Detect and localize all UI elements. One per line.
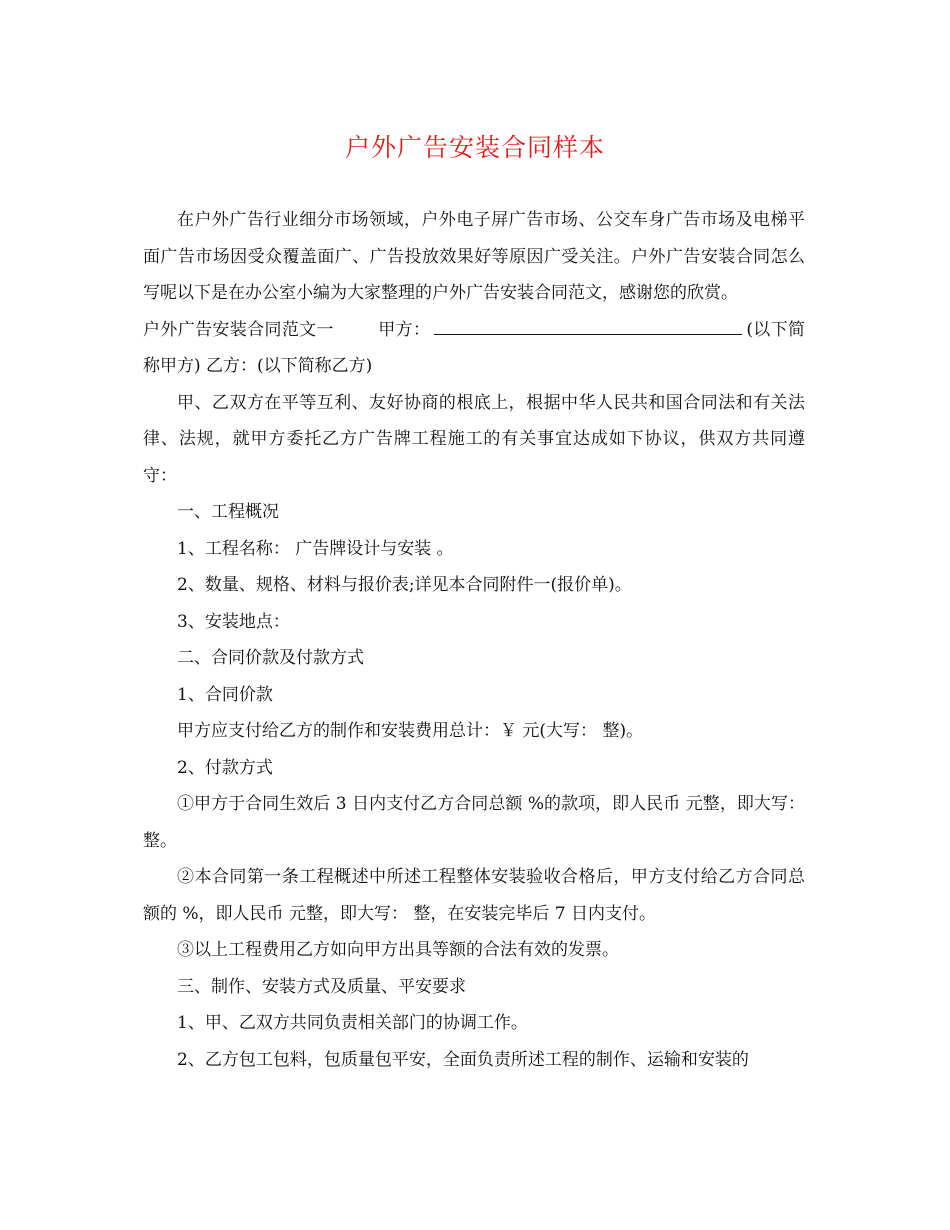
payment-item-3: ③以上工程费用乙方如向甲方出具等额的合法有效的发票。 xyxy=(177,940,619,960)
parties-line xyxy=(143,312,805,385)
clause-1-1: 1、工程名称： 广告牌设计与安装 。 xyxy=(177,538,454,559)
document-title: 户外广告安装合同样本 xyxy=(344,133,605,162)
agreement-paragraph: 甲、乙双方在平等互利、友好协商的根底上，根据中华人民共和国合同法和有关法律、法规，就甲方委托乙方广告牌工程施工的有关事宜达成如下协议，供双方共同遵守： xyxy=(143,392,805,486)
section-heading-3: 三、制作、安装方式及质量、平安要求 xyxy=(177,976,466,997)
party-a-suffix: (以下简称甲方) 乙方：(以下简称乙方) xyxy=(143,319,806,376)
party-a-blank-line xyxy=(434,314,742,335)
intro-paragraph: 在户外广告行业细分市场领域，户外电子屏广告市场、公交车身广告市场及电梯平面广告市场因受众覆盖面广、广告投放效果好等原因广受关注。户外广告安装合同怎么写呢以下是在办公室小编为大家整理的户外广告安装合同范文，感谢您的欣赏。 xyxy=(143,210,805,303)
document-body xyxy=(143,202,805,1078)
clause-1-3: 3、安装地点： xyxy=(177,611,290,632)
clause-3-2: 2、乙方包工包料，包质量包平安，全面负责所述工程的制作、运输和安装的 xyxy=(177,1049,749,1070)
sample-label: 户外广告安装合同范文一 xyxy=(143,319,334,340)
clause-3-1: 1、甲、乙双方共同负责相关部门的协调工作。 xyxy=(177,1013,528,1033)
price-paragraph: 甲方应支付给乙方的制作和安装费用总计：￥ 元(大写： 整)。 xyxy=(177,721,644,741)
section-heading-2: 二、合同价款及付款方式 xyxy=(177,648,364,668)
clause-2-1: 1、合同价款 xyxy=(177,684,273,705)
section-heading-1: 一、工程概况 xyxy=(177,502,279,522)
party-a-label: 甲方： xyxy=(377,319,431,340)
clause-1-2: 2、数量、规格、材料与报价表;详见本合同附件一(报价单)。 xyxy=(177,575,632,595)
payment-item-2: ②本合同第一条工程概述中所述工程整体安装验收合格后，甲方支付给乙方合同总额的 %，即人民币 元整，即大写： 整，在安装完毕后 7 日内支付。 xyxy=(143,867,805,924)
clause-2-2: 2、付款方式 xyxy=(177,757,273,778)
payment-item-1: ①甲方于合同生效后 3 日内支付乙方合同总额 %的款项，即人民币 元整，即大写： 整。 xyxy=(143,794,805,851)
